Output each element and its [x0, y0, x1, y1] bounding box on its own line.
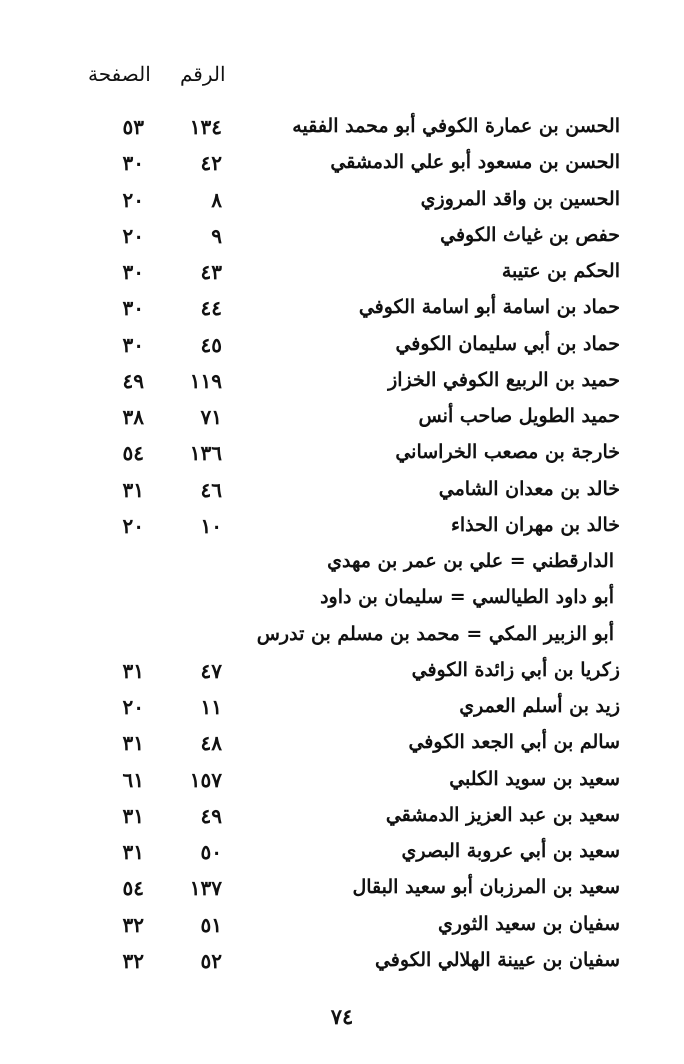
cross-reference-text: أبو الزبير المكي = محمد بن مسلم بن تدرس: [256, 622, 614, 645]
index-row: [0, 512, 684, 548]
entry-page: ٣٢: [122, 912, 144, 937]
entry-number: ٥١: [200, 912, 222, 937]
cross-reference-text: الدارقطني = علي بن عمر بن مهدي: [327, 550, 614, 572]
entry-page: ٣٠: [122, 151, 144, 176]
entry-number: ١١٩: [189, 368, 222, 393]
entry-number: ٥٠: [200, 840, 222, 864]
entry-name: حماد بن اسامة أبو اسامة الكوفي: [358, 296, 620, 319]
index-row: [0, 186, 684, 222]
entry-page: ٣١: [122, 731, 144, 756]
entry-number: ٤٩: [200, 803, 222, 828]
entry-name: سعيد بن أبي عروبة البصري: [401, 840, 620, 862]
entry-name: خالد بن مهران الحذاء: [450, 513, 620, 536]
entry-name: الحسن بن عمارة الكوفي أبو محمد الفقيه: [292, 115, 620, 137]
entry-name: الحكم بن عتيبة: [501, 260, 620, 282]
entry-number: ١٣٦: [189, 441, 222, 466]
index-list: [0, 113, 684, 983]
entry-number: ٥٢: [200, 948, 222, 973]
entry-page: ٣٠: [122, 332, 144, 357]
index-row: [0, 874, 684, 910]
entry-name: حفص بن غياث الكوفي: [440, 223, 620, 246]
entry-number: ٤٨: [200, 731, 222, 756]
entry-name: زكريا بن أبي زائدة الكوفي: [411, 658, 620, 681]
cross-reference-row: [0, 621, 684, 657]
entry-page: ٢٠: [122, 223, 144, 248]
entry-page: ٦١: [122, 767, 144, 792]
entry-number: ١١: [200, 695, 222, 719]
page-number: ٧٤: [330, 1004, 354, 1029]
index-row: [0, 403, 684, 439]
index-row: [0, 947, 684, 983]
entry-page: ٥٤: [122, 876, 144, 901]
entry-page: ٣١: [122, 658, 144, 683]
entry-page: ٣٠: [122, 260, 144, 284]
index-row: [0, 838, 684, 874]
entry-page: ٥٤: [122, 441, 144, 466]
entry-number: ٤٦: [200, 477, 222, 502]
entry-page: ٢٠: [122, 695, 144, 719]
index-row: [0, 367, 684, 403]
entry-number: ٤٣: [200, 260, 222, 284]
entry-number: ١٥٧: [189, 767, 222, 792]
entry-name: سفيان بن عيينة الهلالي الكوفي: [374, 948, 620, 971]
entry-name: سعيد بن سويد الكلبي: [449, 767, 620, 790]
index-row: [0, 766, 684, 802]
entry-page: ٣١: [122, 840, 144, 864]
entry-number: ٤٥: [200, 332, 222, 357]
entry-name: حميد الطويل صاحب أنس: [418, 405, 620, 427]
entry-number: ١٣٤: [189, 115, 222, 139]
entry-number: ٩: [211, 223, 222, 248]
entry-name: حماد بن أبي سليمان الكوفي: [395, 332, 620, 355]
index-row: [0, 331, 684, 367]
index-row: [0, 149, 684, 185]
entry-page: ٢٠: [122, 513, 144, 538]
entry-page: ٥٣: [122, 115, 144, 139]
entry-page: ٣٠: [122, 296, 144, 321]
index-row: [0, 222, 684, 258]
index-row: [0, 476, 684, 512]
index-row: [0, 911, 684, 947]
page-column-header: الصفحة: [88, 62, 151, 86]
entry-page: ٣٨: [122, 405, 144, 429]
entry-page: ٤٩: [122, 368, 144, 393]
entry-page: ٣٢: [122, 948, 144, 973]
entry-number: ٤٧: [200, 658, 222, 683]
entry-number: ٤٢: [200, 151, 222, 176]
index-row: [0, 439, 684, 475]
entry-name: الحسن بن مسعود أبو علي الدمشقي: [330, 151, 620, 174]
entry-name: خالد بن معدان الشامي: [438, 477, 620, 500]
index-row: [0, 294, 684, 330]
entry-number: ٨: [211, 187, 222, 212]
entry-number: ١٣٧: [189, 876, 222, 901]
index-row: [0, 113, 684, 149]
entry-page: ٣١: [122, 803, 144, 828]
entry-page: ٢٠: [122, 187, 144, 212]
entry-name: سالم بن أبي الجعد الكوفي: [408, 731, 620, 754]
cross-reference-row: [0, 548, 684, 584]
index-row: [0, 657, 684, 693]
cross-reference-row: [0, 584, 684, 620]
entry-name: حميد بن الربيع الكوفي الخزاز: [388, 368, 620, 391]
entry-name: سعيد بن عبد العزيز الدمشقي: [385, 803, 620, 826]
number-column-header: الرقم: [180, 62, 226, 86]
entry-name: زيد بن أسلم العمري: [459, 695, 620, 717]
entry-name: سفيان بن سعيد الثوري: [437, 912, 620, 935]
entry-number: ٤٤: [200, 296, 222, 321]
index-row: [0, 258, 684, 294]
index-row: [0, 693, 684, 729]
entry-name: خارجة بن مصعب الخراساني: [395, 441, 620, 464]
cross-reference-text: أبو داود الطيالسي = سليمان بن داود: [320, 586, 614, 609]
entry-name: الحسين بن واقد المروزي: [420, 187, 620, 210]
index-row: [0, 729, 684, 765]
entry-number: ٧١: [200, 405, 222, 429]
index-row: [0, 802, 684, 838]
entry-number: ١٠: [200, 513, 222, 538]
entry-page: ٣١: [122, 477, 144, 502]
entry-name: سعيد بن المرزبان أبو سعيد البقال: [352, 876, 620, 899]
